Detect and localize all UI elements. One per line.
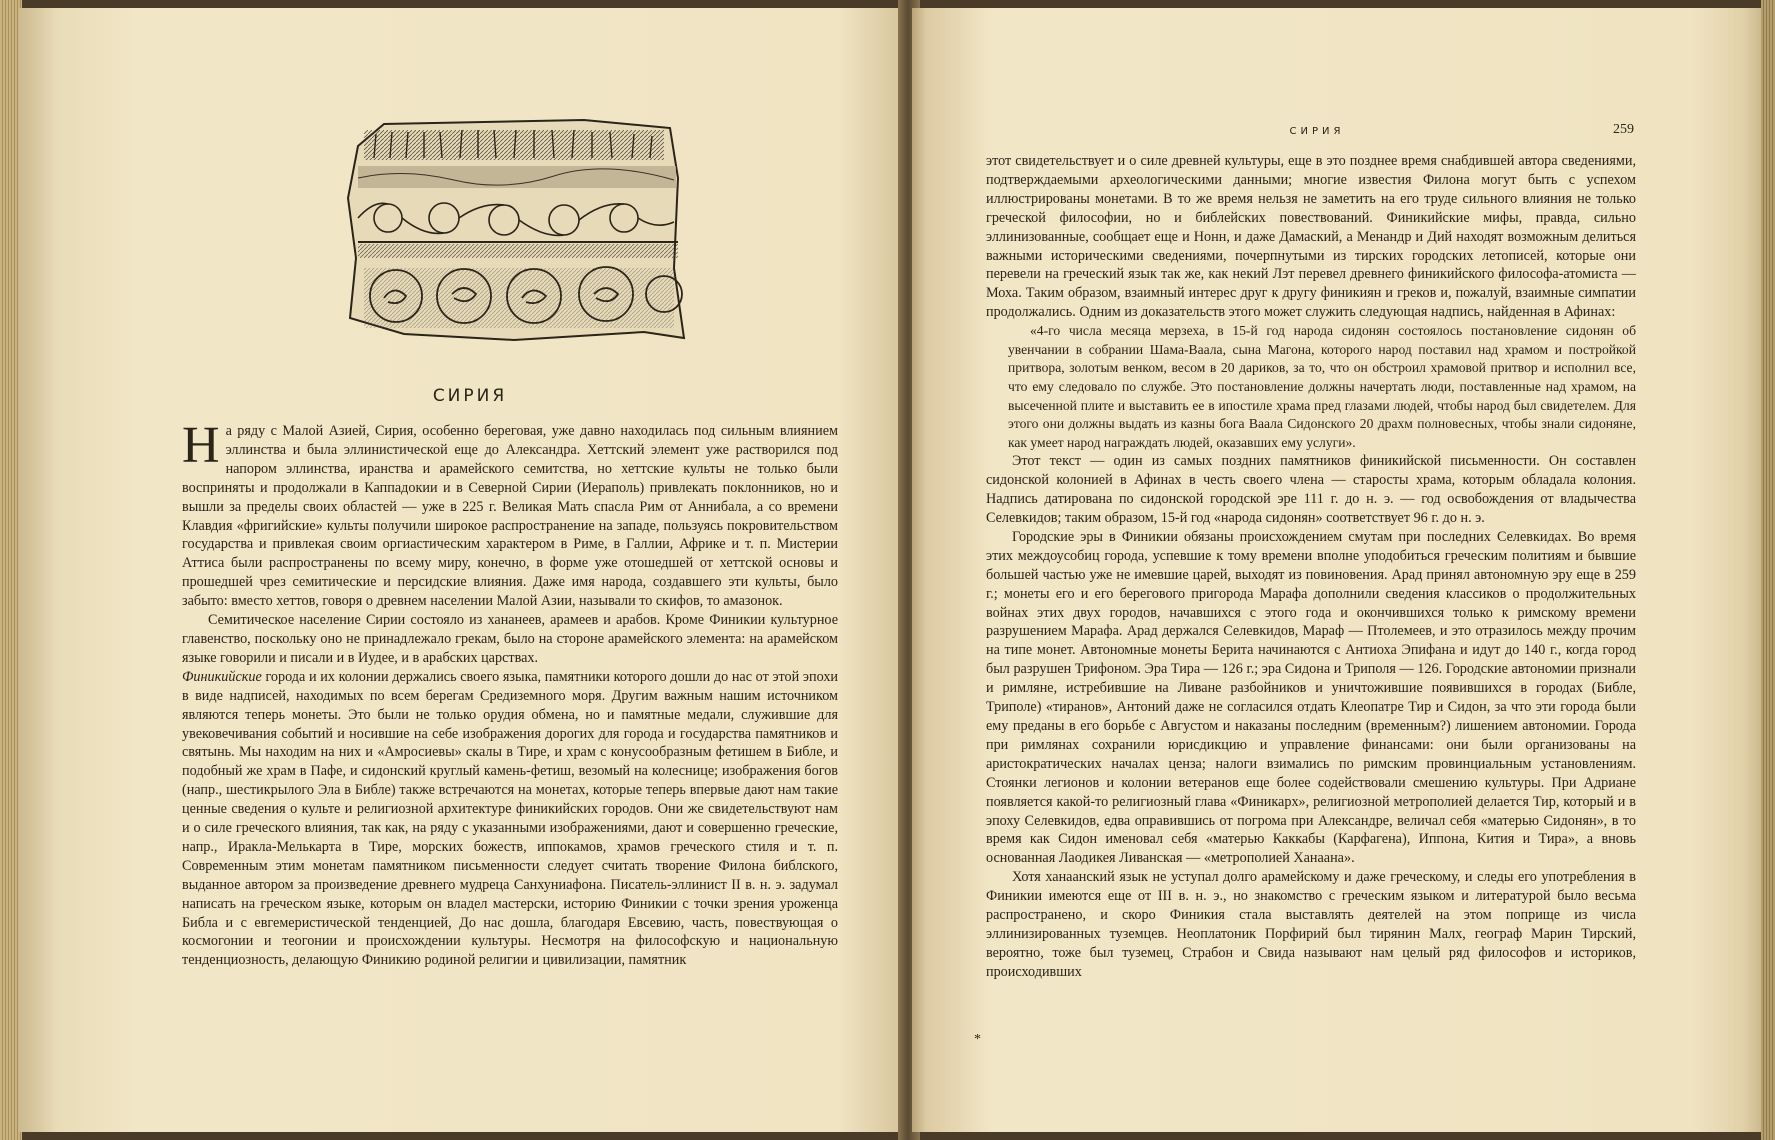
- right-page: [912, 8, 1764, 1132]
- carved-relief-illustration: [344, 118, 690, 344]
- chapter-title: СИРИЯ: [432, 386, 508, 406]
- footnote-mark: *: [974, 1032, 981, 1047]
- italic-term: Финикийские: [182, 668, 262, 685]
- left-paragraph-3: Финикийские города и их колонии держались своего языка, памятники которого дошли до нас от этой эпохи в виде надписей, находимых по всем берегам Средиземного моря. Другим важным нашим источником являются теперь монеты. Это были не только орудия обмена, но и памятные медали, служившие для увековечивания событий и носившие на себе изображения дорогих для города и государства памятников и святынь. Мы находим на них и «Амросиевы» скалы в Тире, и храм с конусообразным фетишем в Библе, и подобный же храм в Пафе, и сидонский круглый камень-фетиш, везомый на колеснице; изображения богов (напр., шестикрылого Эла в Библе) также встречаются на монетах, которые теперь впервые дают нам такие ценные сведения о культе и религиозной архитектуре финикийских городов. Они же свидетельствуют нам и о силе греческого влияния, так как, на ряду с указанными изображениями, дают и совершенно греческие, напр., Иракла-Мелькарта в Тире, морских божеств, иппокамов, храмов греческого стиля и т. п. Современным этим монетам памятником письменности следует считать творение Филона библского, выданное автором за произведение древнего мудреца Санхуниафона. Писатель-эллинист II в. н. э. задумал написать на греческом языке, которым он владел мастерски, историю Финикии с точки зрения уроженца Библа и с евгемеристической тенденцией, До нас дошла, благодаря Евсевию, часть, повествующая о космогонии и теогонии и происхождении культуры. Несмотря на философскую и национальную тенденциозность, делающую Финикию родиной религии и цивилизации, памятник: [182, 668, 839, 969]
- running-head: СИРИЯ: [1289, 126, 1345, 137]
- page-number: 259: [1613, 122, 1634, 137]
- right-paragraph-3: Городские эры в Финикии обязаны происхождением смутам при последних Селевкидах. Во время этих междоусобиц города, успевшие к тому времени вполне уподобиться греческим политиям и бывшие большей частью уже не имевшие царей, выходят из повиновения. Арад принял автономную эру еще в 259 г.; монеты его и его берегового пригорода Марафа дополнили сведения классиков о продолжительных войнах этих двух городов, начавшихся с этого года и окончившихся только к римскому времени разрушением Марафа. Арад держался Селевкидов, Мараф — Птолемеев, и это отразилось между прочим на типе монет. Автономные монеты Берита начинаются с Антиоха Эпифана и идут до 140 г., когда город был разрушен Трифоном. Эра Тира — 126 г.; эра Сидона и Триполя — 126. Городские автономии признали и римляне, истребившие на Ливане разбойников и уничтожившие появившихся в городах (Библе, Триполе) «тиранов», Антоний даже не согласился отдать Клеопатре Тир и Сидон, за что эти города были ему преданы в его борьбе с Августом и наказаны последним (временным?) лишением автономии. Города при римлянах сохранили юрисдикцию и управление финансами: они были организованы на аристократических началах ценза; налоги взимались по римским провинциальным установлениям. Стоянки легионов и колонии ветеранов еще более содействовали смешению культуры. При Адриане появляется какой-то религиозный глава «Финикарх», религиозной метрополией делается Тир, который и в эпоху Селевкидов, едва оправившись от погрома при Александре, величал себя «матерью Сидонян», в то время как Сидон именовал себя «матерью Каккабы (Карфагена), Иппона, Кития и Тира», а вновь основанная Лаодикея Ливанская — «метрополией Ханаана».: [986, 528, 1636, 867]
- drop-cap: Н: [182, 417, 220, 474]
- right-paragraph-4: Хотя ханаанский язык не уступал долго арамейскому и даже греческому, и следы его употребления в Финикии имеются еще от III в. н. э., но знакомство с греческим языком и литературой было весьма распространено, и скоро Финикия стала выставлять деятелей на этом поприще из числа эллинизированных туземцев. Неоплатоник Порфирий был тирянин Малх, географ Марин Тирский, вероятно, тоже был туземец, Страбон и Свида называют нам целый ряд философов и историков, происходивших: [986, 869, 1636, 980]
- page-edges-right: [1761, 0, 1775, 1140]
- left-page: [18, 8, 910, 1132]
- inscription-quote: «4-го числа месяца мерзеха, в 15-й год народа сидонян состоялось постановление сидонян об увенчании в собрании Шама-Ваала, сына Магона, которого народ поставил над храмом и постройкой притвора, золотым венком, весом в 20 дариков, за то, что он обстроил храмовой притвор и исполнил все, что ему следовало по службе. Это постановление должны начертать люди, поставленные над храмом, на высеченной плите и выставить ее в ипостиле храма пред глазами людей, чтобы народ был свидетелем. Для этого они должны выдать из казны бога Ваала Сидонского 20 драхм полновесных, чтобы знали сидоняне, как умеет народ награждать людей, оказавших ему услуги».: [1008, 323, 1636, 450]
- right-page-body: [986, 152, 1636, 982]
- left-paragraph-2: Семитическое население Сирии состояло из хананеев, арамеев и арабов. Кроме Финикии культурное главенство, поскольку оно не принадлежало грекам, было на стороне арамейского элемента: на арамейском языке говорили и писали и в Иудее, и в арабских царствах.: [182, 612, 838, 666]
- left-page-body: [182, 417, 839, 970]
- left-paragraph-1: На ряду с Малой Азией, Сирия, особенно береговая, уже давно находилась под сильным влиянием эллинства и была эллинистической еще до Александра. Хеттский элемент уже растворился под напором эллинства, иранства и арамейского семитства, но хеттские культы не только были восприняты и продолжали в Каппадокии и в Северной Сирии (Иераполь) привлекать поклонников, но и вышли за пределы своих областей — уже в 225 г. Великая Мать спасла Рим от Аннибала, а со времени Клавдия «фригийские» культы получили широкое распространение на западе, пользуясь покровительством государства и привлекая своим оргиастическим характером в Риме, в Галлии, Африке и т. п. Мистерии Аттиса были распространены по всему миру, конечно, в форме уже отошедшей от хеттской основы и прошедшей чрез семитические и персидские влияния. Даже имя народа, создавшего эти культы, было забыто: вместо хеттов, говоря о древнем населении Малой Азии, называли то скифов, то амазонок.: [182, 417, 838, 610]
- right-paragraph-1: этот свидетельствует и о силе древней культуры, еще в это позднее время снабдившей автора сведениями, подтверждаемыми археологическими данными; многие известия Филона могут быть с успехом иллюстрированы монетами. В то же время нельзя не заметить на его труде сильного влияния не только греческой философии, но и библейских повествований. Финикийские мифы, правда, сильно эллинизованные, сообщает еще и Нонн, и даже Дамаский, а Менандр и Дий находят возможным делиться важными историческими сведениями, почерпнутыми из тирских городских летописей, которые они перевели на греческий язык так же, как некий Лэт перевел древнего финикийского философа-атомиста — Моха. Таким образом, взаимный интерес друг к другу финикиян и греков и, пожалуй, взаимные симпатии продолжались. Одним из доказательств этого может служить следующая надпись, найденная в Афинах:: [986, 153, 1636, 321]
- right-paragraph-2: Этот текст — один из самых поздних памятников финикийской письменности. Он составлен сидонской колонией в Афинах в честь своего члена — старосты храма, которым обладала колония. Надпись датирована по сидонской городской эре 111 г. до н. э. — год освобождения от владычества Селевкидов; таким образом, 15-й год «народа сидонян» соответствует 96 г. до н. э.: [986, 453, 1636, 527]
